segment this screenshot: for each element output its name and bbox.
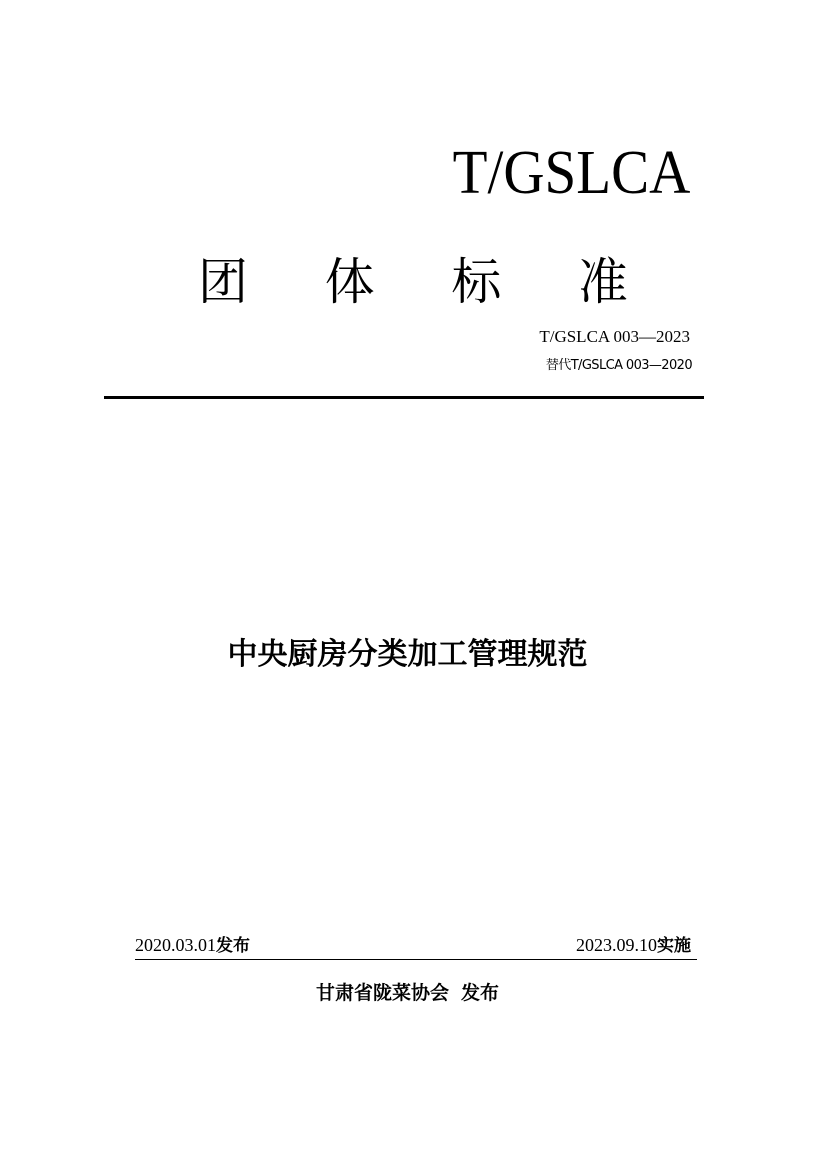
- document-title: 中央厨房分类加工管理规范: [227, 637, 588, 672]
- release-date: 2020.03.01: [135, 935, 216, 955]
- publisher-name: 甘肃省陇菜协会: [315, 982, 449, 1004]
- footer-divider: [135, 959, 697, 960]
- implementation-label: 实施: [657, 936, 691, 956]
- standard-type-char: 标: [451, 253, 502, 311]
- standard-type-heading: [198, 250, 628, 314]
- organization-code: T/GSLCA: [452, 139, 690, 207]
- replaces-standard: 替代T/GSLCA 003—2020: [545, 358, 692, 373]
- release-info: [135, 933, 250, 958]
- standard-type-char: 准: [577, 253, 628, 311]
- implementation-date: 2023.09.10: [576, 935, 657, 955]
- publisher-line: [0, 980, 815, 1006]
- implementation-info: [576, 933, 691, 958]
- standard-type-char: 体: [324, 253, 375, 311]
- header-divider: [104, 396, 704, 399]
- release-label: 发布: [216, 936, 250, 956]
- standard-number: T/GSLCA 003—2023: [539, 327, 690, 346]
- standard-type-char: 团: [198, 253, 248, 311]
- publisher-label: 发布: [461, 982, 500, 1004]
